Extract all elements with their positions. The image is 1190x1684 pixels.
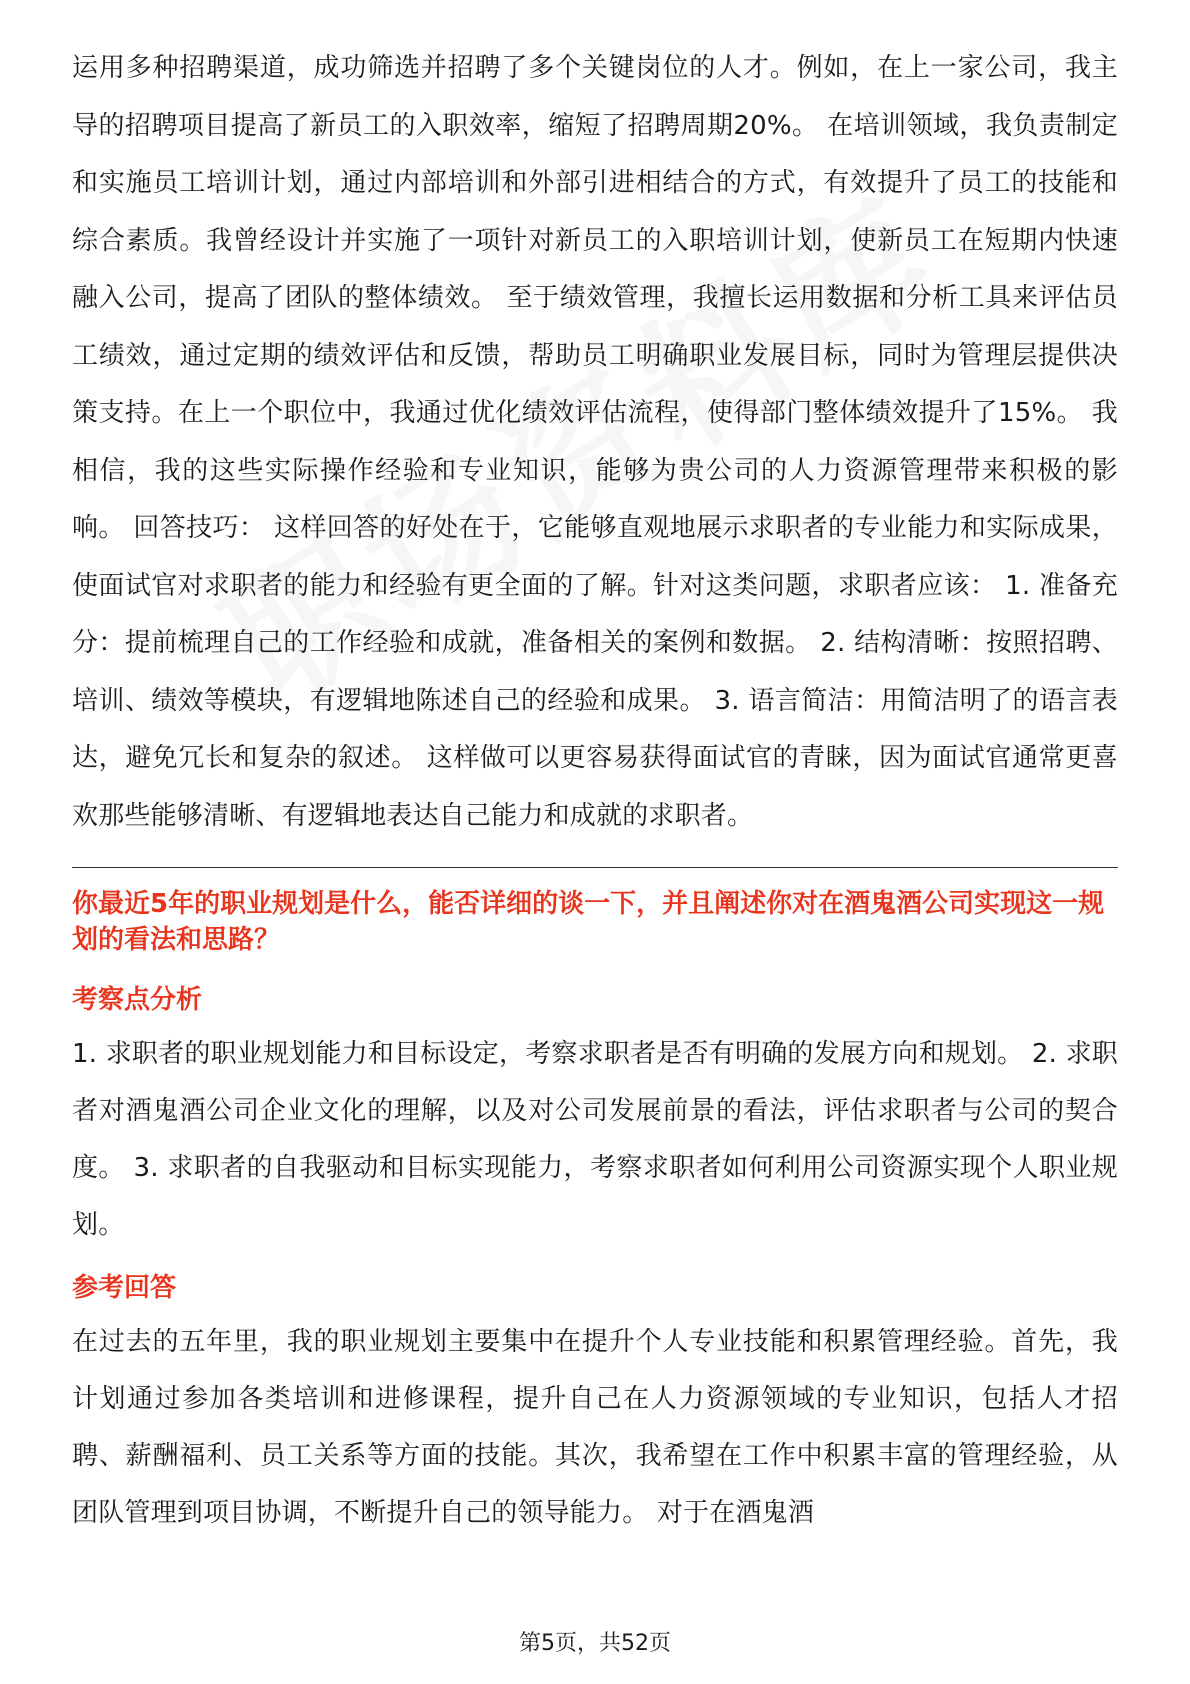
analysis-heading: 考察点分析 — [72, 985, 203, 1015]
interview-question: 你最近5年的职业规划是什么，能否详细的谈一下，并且阐述你对在酒鬼酒公司实现这一规划的看法和思路？ — [72, 889, 1105, 955]
continuation-paragraph: 运用多种招聘渠道，成功筛选并招聘了多个关键岗位的人才。例如，在上一家公司，我主导的招聘项目提高了新员工的入职效率，缩短了招聘周期20%。 在培训领域，我负责制定和实施员工培训计划，通过内部培训和外部引进相结合的方式，有效提升了员工的技能和综合素质。我曾经设计并实施了一项针对新员工的入职培训计划，使新员工在短期内快速融入公司，提高了团队的整体绩效。 至于绩效管理，我擅长运用数据和分析工具来评估员工绩效，通过定期的绩效评估和反馈，帮助员工明确职业发展目标，同时为管理层提供决策支持。在上一个职位中，我通过优化绩效评估流程，使得部门整体绩效提升了15%。 我相信，我的这些实际操作经验和专业知识，能够为贵公司的人力资源管理带来积极的影响。 回答技巧： 这样回答的好处在于，它能够直观地展示求职者的专业能力和实际成果，使面试官对求职者的能力和经验有更全面的了解。针对这类问题，求职者应该： 1. 准备充分：提前梳理自己的工作经验和成就，准备相关的案例和数据。 2. 结构清晰：按照招聘、培训、绩效等模块，有逻辑地陈述自己的经验和成果。 3. 语言简洁：用简洁明了的语言表达，避免冗长和复杂的叙述。 这样做可以更容易获得面试官的青睐，因为面试官通常更喜欢那些能够清晰、有逻辑地表达自己能力和成就的求职者。 — [72, 53, 1118, 831]
section-divider — [72, 867, 1118, 868]
page-content — [72, 40, 1118, 1542]
reference-answer-paragraph: 在过去的五年里，我的职业规划主要集中在提升个人专业技能和积累管理经验。首先，我计划通过参加各类培训和进修课程，提升自己在人力资源领域的专业知识，包括人才招聘、薪酬福利、员工关系等方面的技能。其次，我希望在工作中积累丰富的管理经验，从团队管理到项目协调，不断提升自己的领导能力。 对于在酒鬼酒 — [72, 1327, 1118, 1528]
page-number-footer: 第5页，共52页 — [519, 1631, 671, 1656]
reference-answer-heading: 参考回答 — [72, 1273, 177, 1303]
analysis-paragraph: 1. 求职者的职业规划能力和目标设定，考察求职者是否有明确的发展方向和规划。 2. 求职者对酒鬼酒公司企业文化的理解，以及对公司发展前景的看法，评估求职者与公司的契合度。 3. 求职者的自我驱动和目标实现能力，考察求职者如何利用公司资源实现个人职业规划。 — [72, 1039, 1118, 1240]
